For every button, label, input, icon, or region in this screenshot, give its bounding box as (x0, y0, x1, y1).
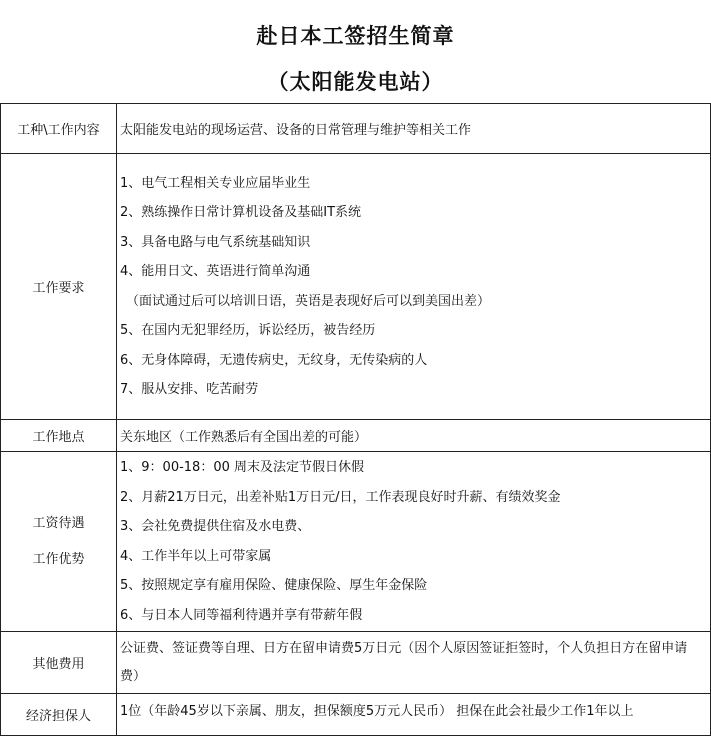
row-benefits (1, 452, 711, 632)
label-location: 工作地点 (1, 420, 117, 452)
label-other-costs: 其他费用 (1, 632, 117, 694)
list-item: 3、会社免费提供住宿及水电费、 (120, 519, 311, 534)
list-item: 6、与日本人同等福利待遇并享有带薪年假 (120, 607, 363, 623)
info-table (0, 103, 711, 736)
list-item-note: （面试通过后可以培训日语，英语是表现好后可以到美国出差） (126, 293, 491, 309)
list-item: 5、按照规定享有雇用保险、健康保险、厚生年金保险 (120, 578, 428, 593)
list-item: 2、熟练操作日常计算机设备及基础IT系统 (120, 205, 362, 220)
row-job-content (1, 104, 711, 154)
value-job-content: 太阳能发电站的现场运营、设备的日常管理与维护等相关工作 (117, 104, 711, 154)
row-location (1, 420, 711, 452)
list-item: 3、具备电路与电气系统基础知识 (120, 234, 311, 250)
value-benefits (117, 452, 711, 632)
row-other-costs (1, 632, 711, 694)
list-item: 6、无身体障碍，无遗传病史，无纹身，无传染病的人 (120, 352, 428, 368)
label-salary: 工资待遇 (32, 515, 85, 531)
row-guarantor (1, 694, 711, 736)
list-item: 1、9：00-18：00 周末及法定节假日休假 (120, 460, 364, 475)
label-job-content: 工种\工作内容 (1, 104, 117, 154)
page-title: 赴日本工签招生简章 (256, 23, 455, 48)
row-requirements (1, 154, 711, 420)
label-requirements: 工作要求 (1, 154, 117, 420)
list-item: 7、服从安排、吃苦耐劳 (120, 382, 259, 397)
list-item: 2、月薪21万日元，出差补贴1万日元/日，工作表现良好时升薪、有绩效奖金 (120, 489, 561, 505)
value-requirements (117, 154, 711, 420)
list-item: 4、能用日文、英语进行简单沟通 (120, 264, 311, 279)
list-item: 5、在国内无犯罪经历，诉讼经历，被告经历 (120, 323, 376, 338)
list-item: 1、电气工程相关专业应届毕业生 (120, 175, 311, 191)
value-location: 关东地区（工作熟悉后有全国出差的可能） (117, 420, 711, 452)
list-item: 4、工作半年以上可带家属 (120, 548, 272, 564)
label-benefits (1, 452, 117, 632)
page-subtitle: （太阳能发电站） (267, 69, 444, 94)
label-guarantor: 经济担保人 (1, 694, 117, 736)
label-advantages: 工作优势 (32, 551, 85, 567)
value-other-costs: 公证费、签证费等自理、日方在留申请费5万日元（因个人原因签证拒签时，个人负担日方在留申请费） (117, 632, 711, 694)
value-guarantor: 1位（年龄45岁以下亲属、朋友，担保额度5万元人民币） 担保在此会社最少工作1年以上 (117, 694, 711, 736)
